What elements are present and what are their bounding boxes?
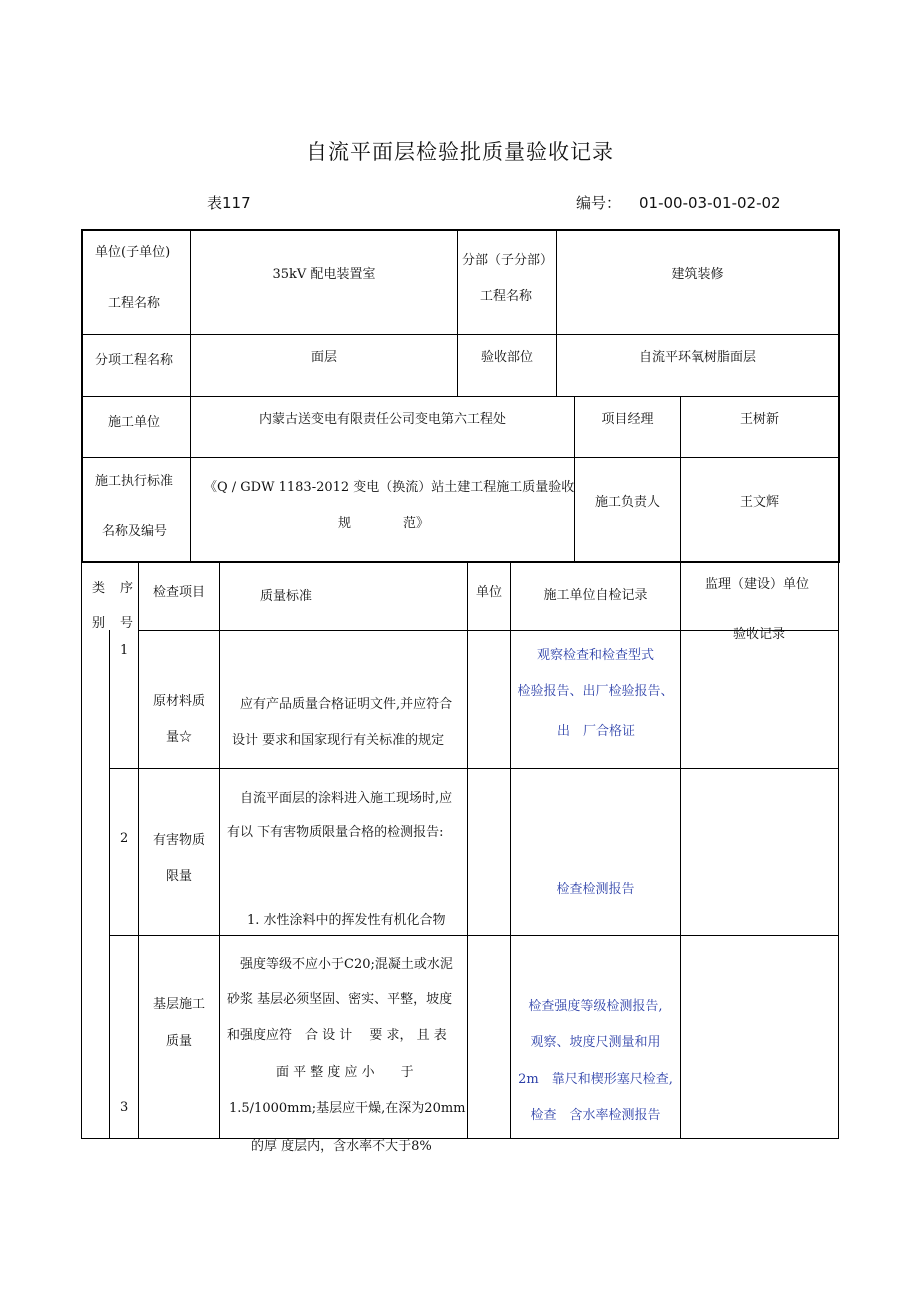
- row-standard: 强度等级不应小于C20;混凝土或水泥: [240, 957, 453, 972]
- col-supervisor-2: 验收记录: [733, 627, 786, 642]
- rule: [81, 561, 839, 563]
- rule: [81, 561, 82, 1139]
- row-check: 观察检查和检查型式: [536, 648, 654, 663]
- row-seq: 1: [120, 643, 129, 658]
- rule: [81, 334, 839, 335]
- row-check: 检查检测报告: [556, 882, 635, 897]
- col-unit: 单位: [475, 585, 502, 600]
- col-category: 类: [92, 581, 106, 596]
- row-item-2: 质量: [165, 1034, 192, 1049]
- pm-value: 王树新: [739, 412, 779, 427]
- row-standard-2: 砂浆 基层必须坚固、密实、平整，坡度: [227, 992, 453, 1007]
- col-seq: 序: [120, 581, 134, 596]
- col-supervisor-2-clip: [681, 627, 838, 642]
- rule: [81, 457, 839, 458]
- pm-label: 项目经理: [601, 412, 654, 427]
- row-item: 原材料质: [152, 694, 205, 709]
- accept-part-label: 验收部位: [480, 350, 533, 365]
- row-standard-5: 1.5/1000mm;基层应干燥,在深为20mm: [229, 1101, 466, 1116]
- row-check: 检查强度等级检测报告,: [528, 999, 663, 1014]
- standard-label: 施工执行标准: [95, 474, 174, 489]
- row-standard-2: 有以 下有害物质限量合格的检测报告:: [227, 825, 444, 840]
- rule: [219, 561, 220, 1139]
- rule: [838, 229, 840, 563]
- standard-label-2: 名称及编号: [102, 524, 168, 539]
- rule: [81, 229, 839, 231]
- rule: [81, 229, 83, 563]
- row-standard-6: 的厚 度层内，含水率不大于8%: [251, 1139, 432, 1154]
- col-self-check: 施工单位自检记录: [543, 588, 648, 603]
- row-item: 有害物质: [152, 833, 205, 848]
- row-check-4: 检查 含水率检测报告: [530, 1108, 661, 1123]
- rule: [457, 229, 458, 397]
- row-check-2: 检验报告、出厂检验报告、: [517, 684, 674, 699]
- subdivision-value: 建筑装修: [671, 267, 724, 282]
- col-category-2: 别: [92, 616, 106, 631]
- rule: [680, 561, 681, 1139]
- unit-value: 35kV 配电装置室: [272, 267, 376, 282]
- row-item: 基层施工: [152, 997, 205, 1012]
- row-item-2: 量☆: [165, 730, 192, 745]
- row-standard: 应有产品质量合格证明文件,并应符合: [240, 697, 453, 712]
- row-standard-4: 面 平 整 度 应 小 于: [276, 1065, 414, 1080]
- table-number: 表117: [207, 194, 251, 212]
- document-title: 自流平面层检验批质量验收记录: [306, 140, 614, 164]
- responsible-label: 施工负责人: [594, 495, 660, 510]
- row-standard-3: 和强度应符 合 设 计 要 求， 且 表: [227, 1028, 447, 1043]
- accept-part-value: 自流平环氧树脂面层: [638, 350, 756, 365]
- col-item: 检查项目: [152, 585, 205, 600]
- rule: [81, 396, 839, 397]
- standard-value: 《Q / GDW 1183-2012 变电（换流）站土建工程施工质量验收: [204, 480, 575, 495]
- rule: [467, 561, 468, 1139]
- row-standard-6-clip: [220, 1139, 467, 1154]
- constructor-value: 内蒙古送变电有限责任公司变电第六工程处: [258, 412, 506, 427]
- subitem-label: 分项工程名称: [95, 353, 174, 368]
- col-seq-2: 号: [120, 616, 134, 631]
- rule: [109, 630, 110, 1139]
- serial-label: 编号：: [576, 194, 622, 212]
- row-standard: 自流平面层的涂料进入施工现场时,应: [240, 791, 453, 806]
- row-item-2: 限量: [165, 869, 192, 884]
- serial-value: 01-00-03-01-02-02: [639, 194, 781, 212]
- constructor-label: 施工单位: [108, 415, 161, 430]
- serial-number: [576, 192, 781, 213]
- row-check-2: 观察、坡度尺测量和用: [530, 1035, 661, 1050]
- standard-value-2: 规 范》: [338, 516, 430, 531]
- unit-label-2: 工程名称: [108, 296, 161, 311]
- subdivision-label: 分部（子分部）: [462, 253, 554, 268]
- col-supervisor: 监理（建设）单位: [705, 577, 810, 592]
- row-check-3: 出 厂合格证: [557, 724, 636, 739]
- responsible-value: 王文辉: [739, 495, 779, 510]
- rule: [556, 229, 557, 397]
- row-seq: 3: [120, 1100, 129, 1115]
- unit-label: 单位(子单位): [95, 245, 171, 260]
- row-check-3: 2m 靠尺和楔形塞尺检查,: [518, 1072, 673, 1087]
- row-standard-3: 1. 水性涂料中的挥发性有机化合物: [247, 913, 446, 928]
- row-standard-2: 设计 要求和国家现行有关标准的规定: [232, 733, 445, 748]
- rule: [838, 561, 839, 1139]
- row-seq: 2: [120, 831, 129, 846]
- subdivision-label-2: 工程名称: [480, 289, 533, 304]
- col-standard: 质量标准: [260, 589, 313, 604]
- subitem-value: 面层: [310, 350, 337, 365]
